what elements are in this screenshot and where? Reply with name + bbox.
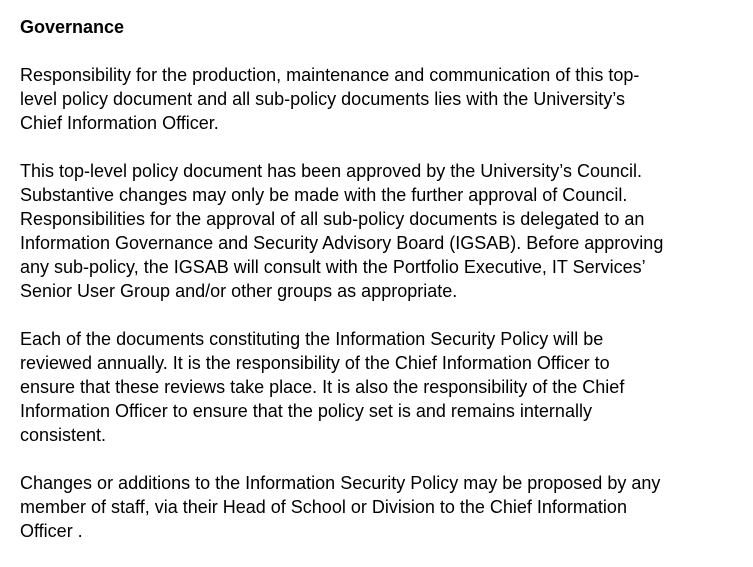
paragraph-line: level policy document and all sub-policy documents lies with the University’s (20, 89, 625, 109)
paragraph-line: reviewed annually. It is the responsibility of the Chief Information Officer to (20, 353, 610, 373)
paragraph-line: Responsibilities for the approval of all sub-policy documents is delegated to an (20, 209, 645, 229)
paragraph-line: any sub-policy, the IGSAB will consult with the Portfolio Executive, IT Services’ (20, 257, 646, 277)
paragraph-responsibility (20, 63, 750, 135)
paragraph-line: consistent. (20, 425, 107, 445)
paragraph-review (20, 327, 750, 447)
paragraph-line: Each of the documents constituting the Information Security Policy will be (20, 329, 604, 349)
paragraph-line: Senior User Group and/or other groups as appropriate. (20, 281, 458, 301)
paragraph-line: Information Governance and Security Advisory Board (IGSAB). Before approving (20, 233, 664, 253)
paragraph-line: member of staff, via their Head of School or Division to the Chief Information (20, 497, 627, 517)
paragraph-approval (20, 159, 750, 303)
paragraph-line: Substantive changes may only be made with the further approval of Council. (20, 185, 628, 205)
paragraph-line: Responsibility for the production, maintenance and communication of this top- (20, 65, 640, 85)
paragraph-line: Chief Information Officer. (20, 113, 219, 133)
paragraph-line: This top-level policy document has been approved by the University’s Council. (20, 161, 642, 181)
paragraph-changes (20, 471, 750, 543)
document-page (20, 15, 750, 567)
paragraph-line: ensure that these reviews take place. It is also the responsibility of the Chief (20, 377, 625, 397)
paragraph-line: Officer . (20, 521, 83, 541)
paragraph-line: Changes or additions to the Information Security Policy may be proposed by any (20, 473, 661, 493)
paragraph-line: Information Officer to ensure that the policy set is and remains internally (20, 401, 592, 421)
section-heading: Governance (20, 17, 125, 37)
